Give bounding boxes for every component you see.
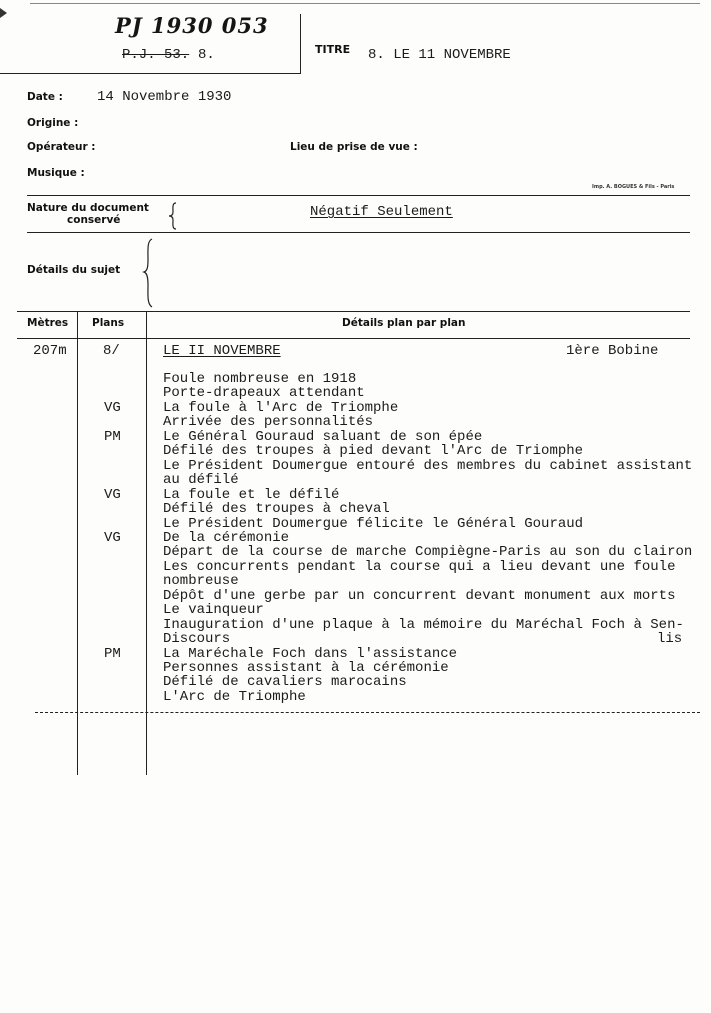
date-value: 14 Novembre 1930 — [97, 89, 232, 105]
shot-description: L'Arc de Triomphe — [163, 688, 306, 705]
shot-description: Départ de la course de marche Compiègne-Paris au son du clairon — [163, 544, 693, 561]
shot-description-continuation: lis — [657, 631, 683, 648]
shot-row — [0, 560, 711, 574]
shot-row — [0, 372, 711, 386]
shot-row — [0, 632, 711, 646]
header-details: Détails plan par plan — [342, 317, 466, 329]
shot-description: Foule nombreuse en 1918 — [163, 371, 357, 387]
shot-description: Défilé des troupes à cheval — [163, 501, 390, 518]
reel-bobine: 1ère Bobine — [566, 343, 659, 359]
shot-row — [0, 488, 711, 502]
shot-description: De la cérémonie — [163, 529, 290, 546]
shot-row — [0, 415, 711, 429]
shot-description: La Maréchale Foch dans l'assistance — [163, 645, 458, 662]
shot-description: Défilé des troupes à pied devant l'Arc de Triomphe — [163, 443, 584, 460]
nature-label-line2: conservé — [67, 214, 121, 226]
shot-description: Défilé de cavaliers marocains — [163, 674, 407, 691]
shot-row — [0, 517, 711, 531]
shot-plan: PM — [104, 645, 121, 662]
reel-metres: 207m — [33, 343, 67, 359]
shot-description: Le Général Gouraud saluant de son épée — [163, 428, 483, 445]
origine-label: Origine : — [27, 117, 79, 129]
shot-row — [0, 459, 711, 473]
shot-row — [0, 386, 711, 400]
shot-description: Discours — [163, 631, 231, 648]
shot-row — [0, 574, 711, 588]
shot-description: au défilé — [163, 472, 239, 489]
shot-description: La foule à l'Arc de Triomphe — [163, 399, 399, 416]
old-reference: P.J. 53. — [122, 47, 190, 63]
operateur-label: Opérateur : — [27, 141, 96, 153]
details-sujet-label: Détails du sujet — [27, 264, 121, 276]
shot-description: Les concurrents pendant la course qui a lieu devant une foule — [163, 558, 676, 575]
table-end-dashed-line — [35, 712, 700, 713]
shot-row — [0, 647, 711, 661]
shot-row — [0, 444, 711, 458]
shot-row — [0, 675, 711, 689]
shot-description: Porte-drapeaux attendant — [163, 385, 365, 402]
reel-plan: 8/ — [103, 343, 120, 359]
titre-label: TITRE — [315, 43, 351, 56]
shot-description: Dépôt d'une gerbe par un concurrent devant monument aux morts — [163, 587, 676, 604]
shot-row — [0, 430, 711, 444]
shot-row — [0, 401, 711, 415]
shot-description: Le vainqueur — [163, 602, 264, 619]
shot-plan: VG — [104, 529, 121, 546]
shot-description: Inauguration d'une plaque à la mémoire du Maréchal Foch à Sen- — [163, 616, 684, 633]
shot-plan: VG — [104, 486, 121, 503]
shot-row — [0, 661, 711, 675]
shot-row — [0, 589, 711, 603]
shot-description: Arrivée des personnalités — [163, 414, 374, 431]
shot-row — [0, 690, 711, 704]
shot-row — [0, 603, 711, 617]
shot-plan: VG — [104, 399, 121, 416]
shot-row — [0, 531, 711, 545]
shot-row — [0, 502, 711, 516]
lieu-label: Lieu de prise de vue : — [290, 141, 418, 153]
shot-description: Le Président Doumergue félicite le Général Gouraud — [163, 515, 584, 532]
header-metres: Mètres — [27, 317, 69, 329]
nature-label-line1: Nature du document — [27, 202, 149, 214]
titre-value: 8. LE 11 NOVEMBRE — [368, 47, 511, 63]
shot-row — [0, 473, 711, 487]
handwritten-reference: PJ 1930 053 — [115, 13, 269, 38]
shot-description: Le Président Doumergue entouré des membres du cabinet assistant — [163, 457, 693, 474]
date-label: Date : — [27, 91, 63, 103]
reel-title: LE II NOVEMBRE — [163, 343, 281, 359]
musique-label: Musique : — [27, 167, 85, 179]
header-plans: Plans — [92, 317, 125, 329]
shot-description: nombreuse — [163, 573, 239, 590]
printer-mark: Imp. A. BOGUES & Fils - Paris — [592, 184, 675, 190]
nature-value: Négatif Seulement — [310, 204, 453, 220]
shot-row — [0, 545, 711, 559]
shot-plan: PM — [104, 428, 121, 445]
shot-description: Personnes assistant à la cérémonie — [163, 660, 449, 676]
new-reference: 8. — [198, 47, 215, 63]
shot-description: La foule et le défilé — [163, 486, 340, 503]
shot-row — [0, 618, 711, 632]
